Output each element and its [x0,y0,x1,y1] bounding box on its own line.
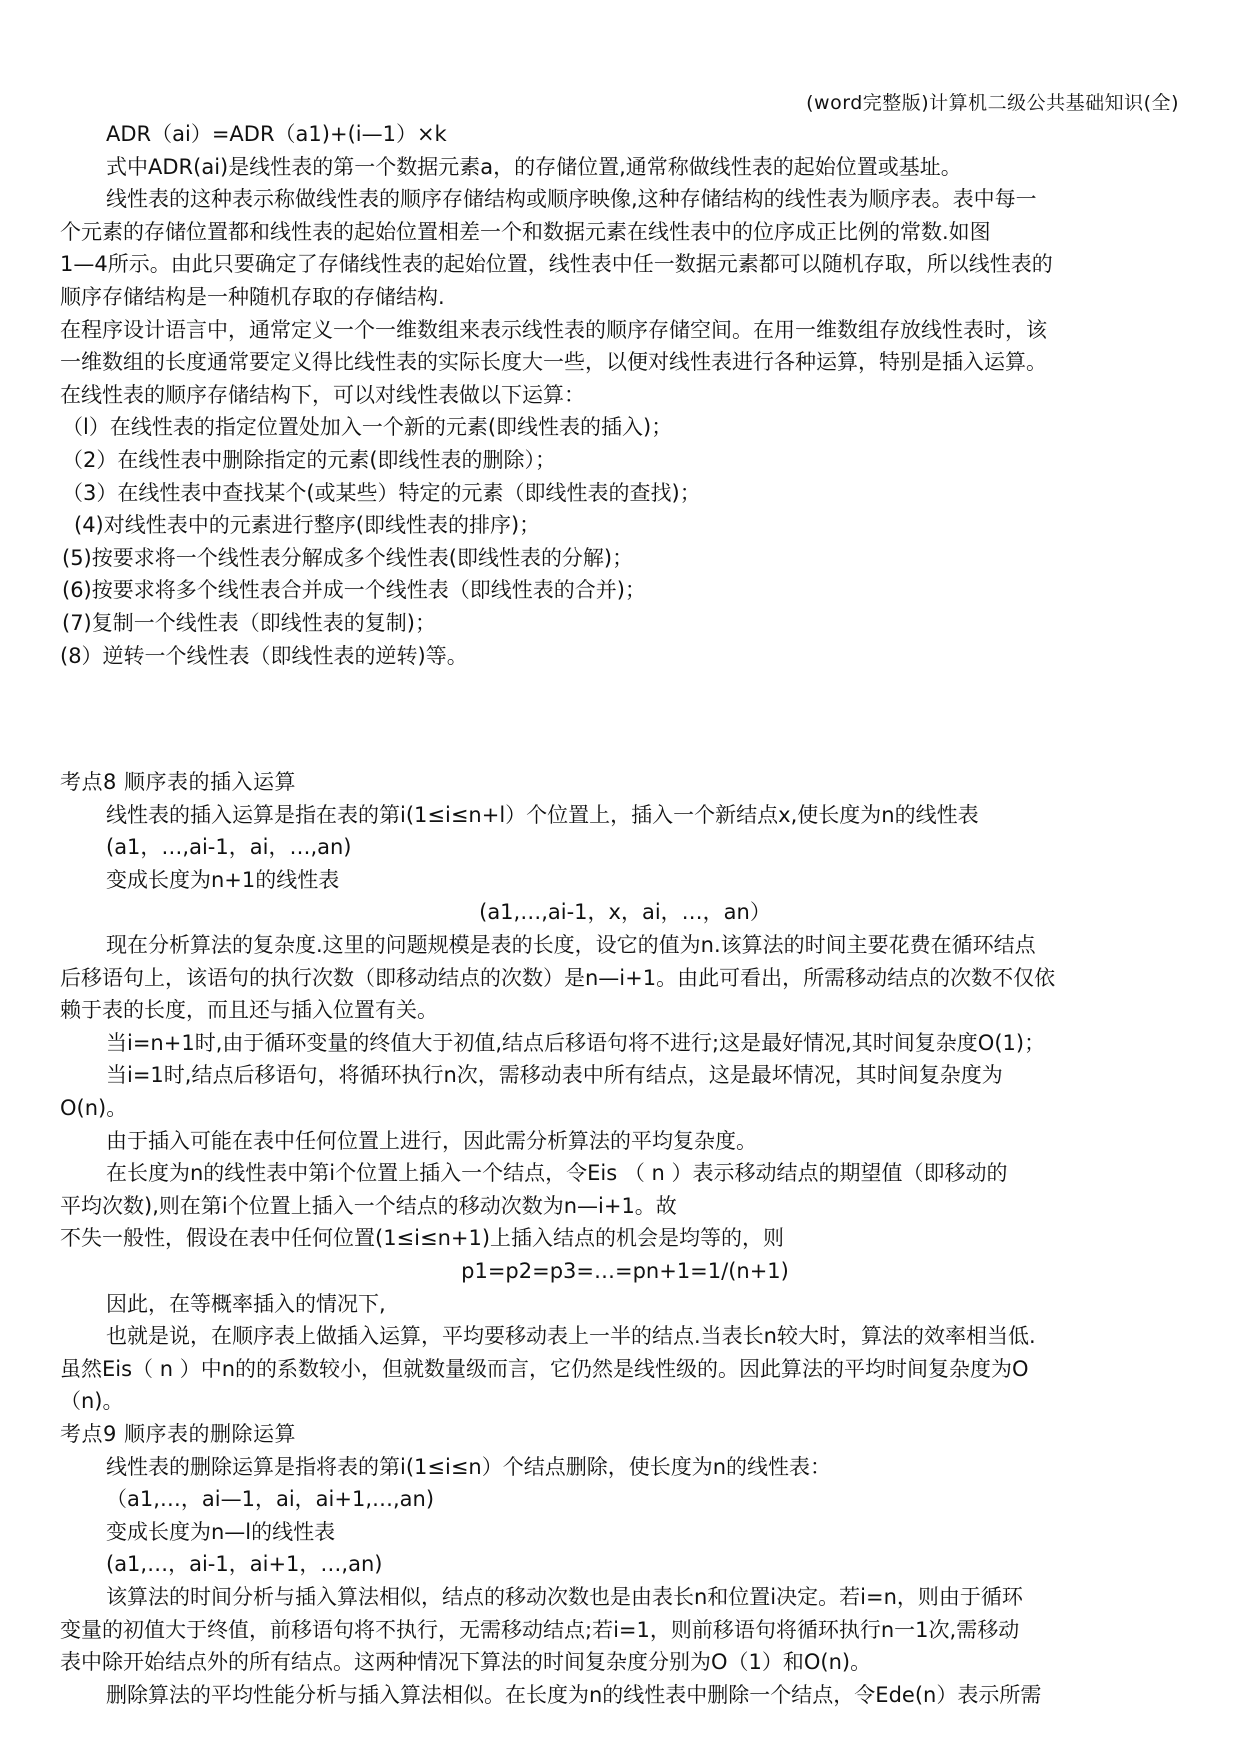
paragraph: 也就是说，在顺序表上做插入运算，平均要移动表上一半的结点.当表长n较大时，算法的效率相当低. [106,1324,1036,1349]
list-item: (4)对线性表中的元素进行整序(即线性表的排序)； [74,513,541,538]
paragraph: 由于插入可能在表中任何位置上进行，因此需分析算法的平均复杂度。 [106,1128,757,1153]
paragraph: 线性表的这种表示称做线性表的顺序存储结构或顺序映像,这种存储结构的线性表为顺序表。表中每一 [106,187,1037,212]
paragraph: 顺序存储结构是一种随机存取的存储结构. [60,284,445,309]
formula: p1=p2=p3=…=pn+1=1/(n+1) [461,1259,789,1283]
list-item: (6)按要求将多个线性表合并成一个线性表（即线性表的合并)； [62,578,646,603]
paragraph: 当i=1时,结点后移语句，将循环执行n次，需移动表中所有结点，这是最坏情况，其时间复杂度为 [106,1063,1003,1088]
formula-adr: ADR（ai）=ADR（a1)+(i—1）×k [106,122,447,146]
paragraph: （n)。 [60,1389,124,1414]
paragraph: 线性表的插入运算是指在表的第i(1≤i≤n+l）个位置上，插入一个新结点x,使长度为n的线性表 [106,802,979,827]
paragraph: 变成长度为n+1的线性表 [106,867,340,892]
paragraph: 虽然Eis（ n ）中n的的系数较小，但就数量级而言，它仍然是线性级的。因此算法的平均时间复杂度为O [60,1356,1029,1381]
paragraph: 现在分析算法的复杂度.这里的问题规模是表的长度，设它的值为n.该算法的时间主要花费在循环结点 [106,933,1036,958]
paragraph: 赖于表的长度，而且还与插入位置有关。 [60,998,438,1023]
paragraph: 不失一般性，假设在表中任何位置(1≤i≤n+1)上插入结点的机会是均等的，则 [60,1226,785,1251]
list-item: (5)按要求将一个线性表分解成多个线性表(即线性表的分解)； [62,545,634,570]
paragraph: 1—4所示。由此只要确定了存储线性表的起始位置，线性表中任一数据元素都可以随机存取，所以线性表的 [60,252,1053,277]
section-title: 考点8 顺序表的插入运算 [60,770,297,795]
paragraph: 该算法的时间分析与插入算法相似，结点的移动次数也是由表长n和位置i决定。若i=n，则由于循环 [106,1584,1023,1609]
paragraph: 个元素的存储位置都和线性表的起始位置相差一个和数据元素在线性表中的位序成正比例的常数.如图 [60,219,991,244]
spacer [60,672,1190,766]
paragraph: 删除算法的平均性能分析与插入算法相似。在长度为n的线性表中删除一个结点，令Ede(n）表示所需 [106,1682,1042,1707]
list-item: (8）逆转一个线性表（即线性表的逆转)等。 [60,643,468,668]
paragraph: 在线性表的顺序存储结构下，可以对线性表做以下运算： [60,382,585,407]
paragraph: 变成长度为n—l的线性表 [106,1519,336,1544]
formula: (a1,…，ai-1，ai+1，…,an) [106,1552,383,1577]
paragraph: 因此，在等概率插入的情况下, [106,1291,386,1316]
paragraph: 式中ADR(ai)是线性表的第一个数据元素a，的存储位置,通常称做线性表的起始位置或基址。 [106,154,962,179]
paragraph: 一维数组的长度通常要定义得比线性表的实际长度大一些，以便对线性表进行各种运算，特别是插入运算。 [60,350,1047,375]
list-item: （3）在线性表中查找某个(或某些）特定的元素（即线性表的查找)； [62,480,701,505]
paragraph: 在长度为n的线性表中第i个位置上插入一个结点，令Eis （ n ）表示移动结点的期望值（即移动的 [106,1161,1008,1186]
section-title: 考点9 顺序表的删除运算 [60,1421,297,1446]
paragraph: O(n)。 [60,1096,128,1121]
paragraph: 平均次数),则在第i个位置上插入一个结点的移动次数为n—i+1。故 [60,1193,677,1218]
paragraph: 线性表的删除运算是指将表的第i(1≤i≤n）个结点删除，使长度为n的线性表： [106,1454,832,1479]
page-header-title: (word完整版)计算机二级公共基础知识(全) [806,92,1179,114]
formula: (a1，…,ai-1，ai，…,an) [106,835,352,860]
paragraph: 当i=n+1时,由于循环变量的终值大于初值,结点后移语句将不进行;这是最好情况,其时间复杂度O(1)； [106,1030,1046,1055]
paragraph: 变量的初值大于终值，前移语句将不执行，无需移动结点;若i=1，则前移语句将循环执行n一1次,需移动 [60,1617,1020,1642]
list-item: （2）在线性表中删除指定的元素(即线性表的删除）； [62,447,557,472]
paragraph: 后移语句上，该语句的执行次数（即移动结点的次数）是n—i+1。由此可看出，所需移动结点的次数不仅依 [60,965,1056,990]
paragraph: 表中除开始结点外的所有结点。这两种情况下算法的时间复杂度分别为O（1）和O(n)。 [60,1650,872,1675]
document-body [60,118,1190,1711]
formula: （a1,…，ai—1，ai，ai+1,…,an) [106,1487,435,1512]
formula: (a1,…,ai-1，x，ai，…，an） [479,900,771,925]
list-item: (7)复制一个线性表（即线性表的复制)； [62,610,436,635]
paragraph: 在程序设计语言中，通常定义一个一维数组来表示线性表的顺序存储空间。在用一维数组存放线性表时，该 [60,317,1047,342]
list-item: （l）在线性表的指定位置处加入一个新的元素(即线性表的插入)； [62,415,673,440]
